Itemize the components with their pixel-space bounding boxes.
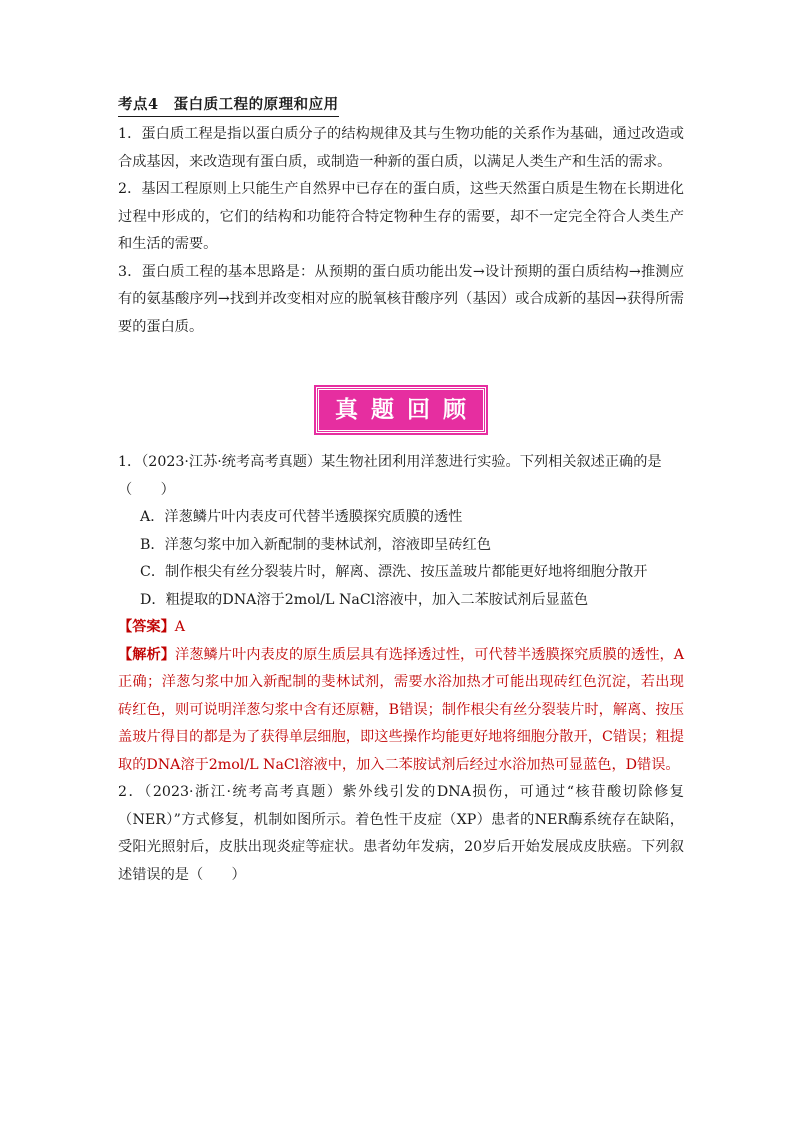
section-paragraph-3: 3．蛋白质工程的基本思路是：从预期的蛋白质功能出发→设计预期的蛋白质结构→推测应有的氨基酸序列→找到并改变相对应的脱氧核苷酸序列（基因）或合成新的基因→获得所需要的蛋白质。: [118, 263, 684, 335]
section-banner: 真题回顾: [316, 387, 486, 433]
question-1-option-d: D．粗提取的DNA溶于2mol/L NaCl溶液中，加入二苯胺试剂后显蓝色: [140, 591, 589, 608]
document-body: [118, 92, 684, 889]
question-1-stem: 1．（2023·江苏·统考高考真题）某生物社团利用洋葱进行实验。下列相关叙述正确的是（ ）: [118, 454, 662, 498]
question-1-option-c: C．制作根尖有丝分裂装片时，解离、漂洗、按压盖玻片都能更好地将细胞分散开: [140, 564, 648, 580]
question-1-analysis: [118, 642, 684, 780]
analysis-text: 洋葱鳞片叶内表皮的原生质层具有选择透过性，可代替半透膜探究质膜的透性，A正确；洋葱匀浆中加入新配制的斐林试剂，需要水浴加热才可能出现砖红色沉淀，若出现砖红色，则可说明洋葱匀浆中含有还原糖，B错误；制作根尖有丝分裂装片时，解离、按压盖玻片得目的都是为了获得单层细胞，即这些操作均能更好地将细胞分散开，C错误；粗提取的DNA溶于2mol/L NaCl溶液中，加入二苯胺试剂后经过水浴加热可显蓝色，D错误。: [118, 646, 684, 773]
answer-value: A: [174, 619, 186, 635]
section-paragraph-1: 1．蛋白质工程是指以蛋白质分子的结构规律及其与生物功能的关系作为基础，通过改造或合成基因，来改造现有蛋白质，或制造一种新的蛋白质，以满足人类生产和生活的需求。: [118, 126, 684, 170]
section-title: 考点4 蛋白质工程的原理和应用: [118, 94, 339, 117]
question-1-option-b: B．洋葱匀浆中加入新配制的斐林试剂，溶液即呈砖红色: [140, 536, 491, 553]
analysis-label: 【解析】: [118, 646, 175, 663]
question-2-stem: 2．（2023·浙江·统考高考真题）紫外线引发的DNA损伤，可通过“核苷酸切除修复（NER）”方式修复，机制如图所示。着色性干皮症（XP）患者的NER酶系统存在缺陷，受阳光照射后，皮肤出现炎症等症状。患者幼年发病，20岁后开始发展成皮肤癌。下列叙述错误的是（ ）: [118, 784, 684, 883]
question-1-answer: [118, 614, 684, 642]
question-1-option-a: A．洋葱鳞片叶内表皮可代替半透膜探究质膜的透性: [140, 509, 463, 525]
answer-label: 【答案】: [118, 619, 175, 635]
banner-container: [118, 387, 684, 433]
section-paragraph-2: 2．基因工程原则上只能生产自然界中已存在的蛋白质，这些天然蛋白质是生物在长期进化过程中形成的，它们的结构和功能符合特定物种生存的需要，却不一定完全符合人类生产和生活的需要。: [118, 181, 684, 252]
